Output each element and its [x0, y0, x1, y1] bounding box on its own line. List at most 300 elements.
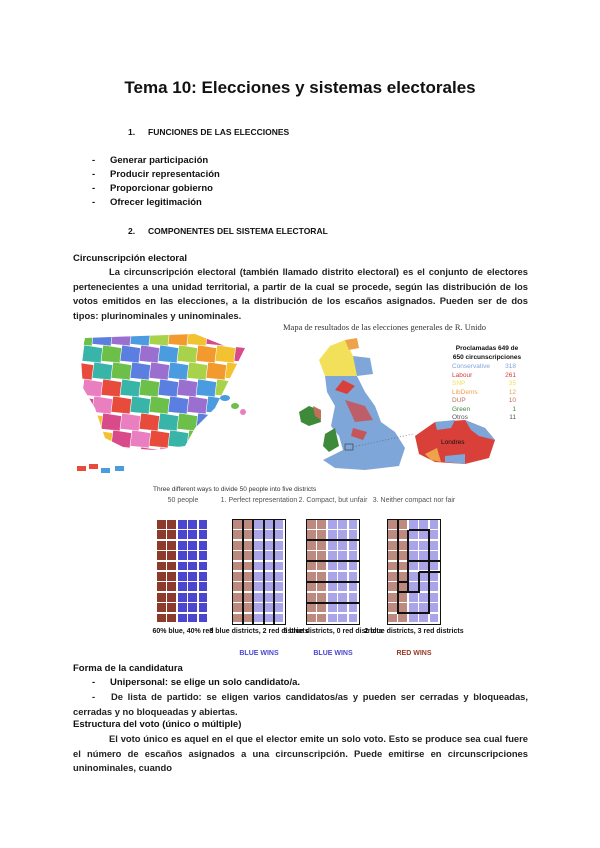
blue-voter — [430, 614, 439, 623]
red-voter — [398, 603, 407, 612]
province — [168, 328, 189, 346]
blue-voter — [430, 572, 439, 581]
blue-voter — [275, 614, 284, 623]
blue-voter — [264, 530, 273, 539]
legend-row — [452, 389, 516, 398]
blue-voter — [409, 603, 418, 612]
panel-caption: 60% blue, 40% red — [152, 628, 214, 635]
province — [92, 430, 113, 448]
blue-voter — [430, 603, 439, 612]
province — [149, 328, 170, 346]
legend-row — [452, 397, 516, 406]
province — [177, 379, 198, 397]
blue-voter — [328, 530, 337, 539]
province — [120, 379, 141, 397]
red-voter — [388, 520, 397, 529]
list-item-text: De lista de partido: se eligen varios candidatos/as y pueden ser cerradas y bloqueadas, cerradas y no bloqueadas y abiertas. — [73, 691, 528, 717]
blue-voter — [199, 572, 208, 581]
red-voter — [398, 614, 407, 623]
province — [82, 413, 103, 431]
province — [196, 345, 217, 363]
red-voter — [317, 530, 326, 539]
blue-voter — [430, 562, 439, 571]
blue-voter — [328, 572, 337, 581]
province — [120, 413, 141, 431]
red-voter — [307, 562, 316, 571]
blue-voter — [338, 551, 347, 560]
blue-voter — [264, 614, 273, 623]
red-voter — [398, 593, 407, 602]
red-voter — [167, 593, 176, 602]
red-voter — [243, 530, 252, 539]
blue-voter — [199, 541, 208, 550]
red-voter — [157, 603, 166, 612]
section-label: COMPONENTES DEL SISTEMA ELECTORAL — [148, 226, 328, 236]
red-voter — [157, 530, 166, 539]
province — [158, 379, 179, 397]
red-voter — [388, 551, 397, 560]
province — [92, 362, 113, 380]
province — [187, 430, 208, 448]
blue-voter — [178, 530, 187, 539]
panel-heading: 3. Neither compact nor fair — [372, 497, 456, 504]
province — [111, 362, 132, 380]
district-grid — [157, 520, 209, 624]
province — [168, 396, 189, 414]
province — [168, 362, 189, 380]
blue-voter — [409, 530, 418, 539]
red-voter — [243, 520, 252, 529]
blue-voter — [178, 614, 187, 623]
london-inset-label: Londres — [441, 439, 465, 446]
red-voter — [243, 614, 252, 623]
province — [130, 362, 151, 380]
blue-voter — [349, 593, 358, 602]
red-voter — [233, 582, 242, 591]
province — [120, 345, 141, 363]
blue-voter — [338, 562, 347, 571]
district-border — [398, 591, 419, 593]
province — [187, 328, 208, 346]
blue-voter — [419, 541, 428, 550]
blue-voter — [338, 603, 347, 612]
district-border — [307, 560, 359, 562]
province — [139, 345, 160, 363]
blue-voter — [199, 614, 208, 623]
blue-voter — [199, 530, 208, 539]
uk-legend-title: Proclamadas 649 de 650 circunscripciones — [452, 345, 522, 361]
red-voter — [167, 551, 176, 560]
red-voter — [233, 603, 242, 612]
blue-voter — [328, 520, 337, 529]
red-voter — [317, 551, 326, 560]
red-voter — [233, 614, 242, 623]
blue-voter — [178, 582, 187, 591]
province — [215, 379, 236, 397]
blue-voter — [430, 582, 439, 591]
panel-heading: 2. Compact, but unfair — [298, 497, 368, 504]
party-seats: 11 — [509, 414, 516, 421]
red-voter — [233, 572, 242, 581]
blue-voter — [188, 551, 197, 560]
page-title: Tema 10: Elecciones y sistemas electorales — [124, 78, 476, 97]
district-border — [409, 560, 440, 562]
canary-island — [101, 468, 110, 473]
red-voter — [233, 562, 242, 571]
blue-voter — [188, 572, 197, 581]
blue-voter — [275, 520, 284, 529]
blue-voter — [178, 551, 187, 560]
canary-island — [115, 466, 124, 471]
blue-voter — [275, 551, 284, 560]
blue-voter — [349, 530, 358, 539]
red-voter — [388, 562, 397, 571]
province — [244, 362, 265, 380]
blue-voter — [338, 541, 347, 550]
blue-voter — [275, 530, 284, 539]
red-voter — [317, 572, 326, 581]
province — [130, 396, 151, 414]
forma-heading: Forma de la candidatura — [73, 663, 183, 674]
section-heading-1 — [128, 127, 289, 137]
blue-voter — [199, 520, 208, 529]
blue-voter — [275, 562, 284, 571]
blue-voter — [338, 582, 347, 591]
red-voter — [157, 551, 166, 560]
blue-voter — [349, 582, 358, 591]
blue-voter — [409, 593, 418, 602]
blue-voter — [328, 582, 337, 591]
blue-voter — [178, 520, 187, 529]
blue-voter — [254, 614, 263, 623]
legend-row — [452, 363, 516, 372]
province — [82, 447, 103, 465]
section-heading-2 — [128, 226, 328, 236]
canary-island — [89, 464, 98, 469]
list-item-text: Producir representación — [110, 169, 220, 180]
blue-voter — [275, 593, 284, 602]
blue-voter — [349, 572, 358, 581]
blue-voter — [419, 520, 428, 529]
red-voter — [167, 562, 176, 571]
panel-heading: 1. Perfect representation — [220, 497, 298, 504]
party-seats: 318 — [505, 363, 516, 370]
party-name: DUP — [452, 397, 466, 404]
gerry-title: Three different ways to divide 50 people into five districts — [153, 486, 317, 493]
province — [196, 379, 217, 397]
list-item-text: Unipersonal: se elige un solo candidato/a. — [110, 677, 301, 688]
blue-voter — [264, 520, 273, 529]
red-voter — [233, 551, 242, 560]
province — [215, 413, 236, 431]
province — [225, 362, 246, 380]
circ-heading: Circunscripción electoral — [73, 253, 188, 264]
red-voter — [167, 582, 176, 591]
province — [187, 396, 208, 414]
section-number: 2. — [128, 226, 136, 236]
district-border — [409, 529, 430, 531]
province — [187, 362, 208, 380]
blue-voter — [275, 572, 284, 581]
red-voter — [167, 614, 176, 623]
blue-voter — [409, 520, 418, 529]
blue-voter — [349, 614, 358, 623]
balearic-island — [240, 409, 246, 415]
blue-voter — [178, 562, 187, 571]
blue-voter — [349, 520, 358, 529]
red-voter — [167, 541, 176, 550]
legend-row — [452, 414, 516, 423]
province — [253, 345, 274, 363]
blue-voter — [275, 541, 284, 550]
party-name: Otros — [452, 414, 468, 421]
red-voter — [157, 572, 166, 581]
province — [168, 430, 189, 448]
blue-voter — [188, 541, 197, 550]
blue-voter — [264, 603, 273, 612]
blue-voter — [254, 530, 263, 539]
estructura-heading: Estructura del voto (único o múltiple) — [73, 719, 242, 730]
blue-voter — [430, 541, 439, 550]
party-seats: 12 — [508, 388, 516, 396]
district-border — [252, 520, 254, 624]
district-border — [307, 602, 359, 604]
red-voter — [307, 603, 316, 612]
red-voter — [398, 582, 407, 591]
province — [92, 396, 113, 414]
red-voter — [398, 520, 407, 529]
blue-voter — [328, 603, 337, 612]
paragraph-text: La circunscripción electoral (también llamado distrito electoral) es el conjunto de electores pertenecientes a una unidad territorial, a partir de la cual se procede, según las distribución de los votos emitidos en las elecciones, a la distribución de los escaños asignados. Pueden ser de dos tipos: plurinominales y uninominales. — [73, 266, 528, 321]
province — [82, 345, 103, 363]
blue-voter — [409, 551, 418, 560]
red-voter — [317, 562, 326, 571]
district-grid — [233, 520, 285, 624]
red-voter — [388, 582, 397, 591]
province — [177, 413, 198, 431]
blue-voter — [349, 603, 358, 612]
province — [177, 447, 198, 465]
province — [75, 328, 94, 346]
balearic-island — [220, 395, 230, 401]
district-border — [273, 520, 275, 624]
list-item: - De lista de partido: se eligen varios candidatos/as y pueden ser cerradas y bloqueadas, cerradas y no bloqueadas y abiertas. — [73, 691, 528, 717]
red-voter — [388, 603, 397, 612]
red-voter — [307, 551, 316, 560]
blue-voter — [178, 572, 187, 581]
district-border — [263, 520, 265, 624]
red-voter — [388, 593, 397, 602]
blue-voter — [254, 541, 263, 550]
legend-row — [452, 406, 516, 415]
province — [92, 328, 113, 346]
red-voter — [398, 562, 407, 571]
blue-voter — [264, 582, 273, 591]
district-border — [397, 520, 399, 614]
red-voter — [317, 603, 326, 612]
province — [75, 396, 94, 414]
panel-result: RED WINS — [396, 650, 432, 657]
red-voter — [307, 593, 316, 602]
canary-island — [77, 466, 86, 471]
blue-voter — [254, 603, 263, 612]
district-border — [418, 572, 420, 593]
province — [244, 396, 265, 414]
province — [82, 379, 103, 397]
balearic-island — [231, 403, 239, 409]
province — [253, 413, 274, 431]
blue-voter — [419, 614, 428, 623]
red-voter — [167, 572, 176, 581]
red-voter — [243, 551, 252, 560]
blue-voter — [430, 593, 439, 602]
province — [130, 328, 151, 346]
red-voter — [243, 582, 252, 591]
province — [196, 447, 217, 465]
blue-voter — [328, 551, 337, 560]
province — [139, 413, 160, 431]
province — [139, 447, 160, 465]
list-item-text: Generar participación — [110, 155, 209, 166]
blue-voter — [188, 614, 197, 623]
red-voter — [307, 520, 316, 529]
blue-voter — [349, 562, 358, 571]
blue-voter — [328, 562, 337, 571]
red-voter — [317, 582, 326, 591]
blue-voter — [328, 614, 337, 623]
province — [206, 430, 227, 448]
blue-voter — [349, 551, 358, 560]
red-voter — [167, 603, 176, 612]
blue-voter — [430, 520, 439, 529]
province — [196, 413, 217, 431]
uk-map-legend — [452, 363, 516, 423]
province — [206, 328, 227, 346]
blue-voter — [338, 593, 347, 602]
blue-voter — [178, 593, 187, 602]
province — [234, 447, 255, 465]
province — [111, 328, 132, 346]
party-seats: 10 — [508, 397, 516, 404]
province — [158, 413, 179, 431]
blue-voter — [199, 551, 208, 560]
province — [253, 379, 274, 397]
province — [253, 447, 274, 465]
blue-voter — [254, 520, 263, 529]
red-voter — [157, 562, 166, 571]
province — [149, 362, 170, 380]
province — [244, 430, 265, 448]
red-voter — [167, 530, 176, 539]
blue-voter — [254, 572, 263, 581]
blue-voter — [338, 520, 347, 529]
party-name: Labour — [452, 371, 473, 379]
party-name: Green — [452, 405, 471, 413]
province — [177, 345, 198, 363]
blue-voter — [188, 562, 197, 571]
red-voter — [388, 530, 397, 539]
red-voter — [398, 530, 407, 539]
red-voter — [388, 614, 397, 623]
blue-voter — [409, 614, 418, 623]
district-border — [407, 562, 409, 583]
blue-voter — [419, 530, 428, 539]
spain-provinces-map — [75, 328, 280, 478]
province — [225, 430, 246, 448]
district-grid — [388, 520, 440, 624]
section-label: FUNCIONES DE LAS ELECCIONES — [148, 127, 290, 137]
party-seats: 1 — [512, 405, 516, 413]
party-seats: 261 — [505, 371, 516, 379]
red-voter — [307, 530, 316, 539]
province — [158, 345, 179, 363]
list-item-text: Proporcionar gobierno — [110, 183, 213, 194]
blue-voter — [419, 572, 428, 581]
blue-voter — [275, 603, 284, 612]
district-border — [242, 520, 244, 624]
red-voter — [233, 520, 242, 529]
party-name: Conservative — [452, 363, 490, 370]
province — [234, 379, 255, 397]
red-voter — [243, 593, 252, 602]
estructura-paragraph — [73, 732, 528, 776]
blue-voter — [338, 530, 347, 539]
party-name: LibDems — [452, 388, 478, 396]
province — [101, 379, 122, 397]
paragraph-text: El voto único es aquel en el que el elector emite un solo voto. Esto se produce sea cual fuere el número de escaños asignados a una circunscripción. Puede emitirse en circunscripciones uninominales, cuando — [73, 733, 528, 774]
panel-result: BLUE WINS — [239, 650, 279, 657]
red-voter — [243, 562, 252, 571]
uk-map-title: Mapa de resultados de las elecciones generales de R. Unido — [283, 322, 486, 332]
panel-result: BLUE WINS — [313, 650, 353, 657]
blue-voter — [254, 593, 263, 602]
district-border — [398, 612, 429, 614]
blue-voter — [349, 541, 358, 550]
blue-voter — [409, 562, 418, 571]
red-voter — [388, 541, 397, 550]
blue-voter — [430, 530, 439, 539]
party-seats: 35 — [508, 380, 516, 387]
blue-voter — [264, 562, 273, 571]
blue-voter — [188, 603, 197, 612]
blue-voter — [264, 593, 273, 602]
blue-voter — [199, 582, 208, 591]
blue-voter — [419, 562, 428, 571]
red-voter — [167, 520, 176, 529]
blue-voter — [178, 541, 187, 550]
province — [149, 430, 170, 448]
blue-voter — [178, 603, 187, 612]
red-voter — [307, 614, 316, 623]
province — [101, 447, 122, 465]
province — [206, 362, 227, 380]
province — [149, 396, 170, 414]
list-item: - Producir representación — [92, 169, 220, 180]
district-border — [307, 581, 359, 583]
province — [215, 447, 236, 465]
blue-voter — [254, 562, 263, 571]
blue-voter — [264, 541, 273, 550]
red-voter — [157, 541, 166, 550]
red-voter — [157, 614, 166, 623]
district-border — [419, 571, 440, 573]
list-item-text: Ofrecer legitimación — [110, 197, 202, 208]
province — [111, 430, 132, 448]
blue-voter — [430, 551, 439, 560]
province — [101, 345, 122, 363]
red-voter — [233, 541, 242, 550]
district-border — [407, 530, 409, 561]
